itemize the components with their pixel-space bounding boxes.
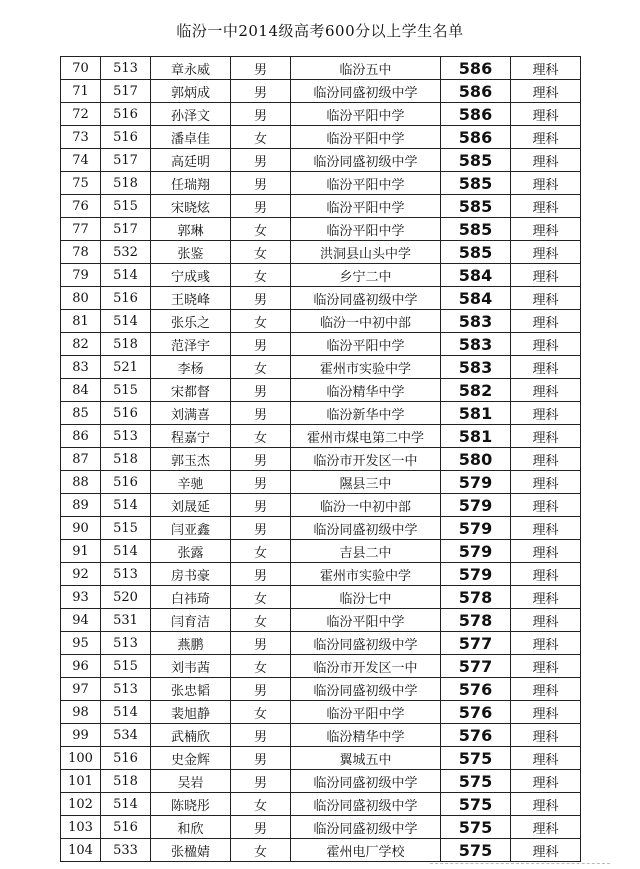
school-cell: 临汾平阳中学: [291, 701, 441, 724]
school-cell: 临汾五中: [291, 57, 441, 80]
subject-track-cell: 理科: [511, 448, 581, 471]
row-number-cell: 80: [61, 287, 101, 310]
table-row: [61, 747, 581, 770]
gender-cell: 男: [231, 678, 291, 701]
score-cell: 575: [441, 816, 511, 839]
student-name-cell: 武楠欣: [151, 724, 231, 747]
student-name-cell: 陈晓彤: [151, 793, 231, 816]
table-row: [61, 149, 581, 172]
table-row: [61, 264, 581, 287]
subject-track-cell: 理科: [511, 563, 581, 586]
student-name-cell: 史金辉: [151, 747, 231, 770]
school-cell: 霍州电厂学校: [291, 839, 441, 862]
score-cell: 575: [441, 747, 511, 770]
class-number-cell: 516: [101, 126, 151, 149]
row-number-cell: 76: [61, 195, 101, 218]
student-name-cell: 章永威: [151, 57, 231, 80]
row-number-cell: 99: [61, 724, 101, 747]
subject-track-cell: 理科: [511, 264, 581, 287]
subject-track-cell: 理科: [511, 103, 581, 126]
score-cell: 575: [441, 793, 511, 816]
subject-track-cell: 理科: [511, 172, 581, 195]
school-cell: 临汾同盛初级中学: [291, 816, 441, 839]
table-row: [61, 218, 581, 241]
score-cell: 575: [441, 770, 511, 793]
row-number-cell: 77: [61, 218, 101, 241]
student-name-cell: 程嘉宁: [151, 425, 231, 448]
score-cell: 576: [441, 678, 511, 701]
student-name-cell: 范泽宇: [151, 333, 231, 356]
school-cell: 临汾一中初中部: [291, 310, 441, 333]
class-number-cell: 514: [101, 264, 151, 287]
gender-cell: 男: [231, 517, 291, 540]
school-cell: 临汾平阳中学: [291, 333, 441, 356]
row-number-cell: 73: [61, 126, 101, 149]
gender-cell: 男: [231, 379, 291, 402]
row-number-cell: 90: [61, 517, 101, 540]
school-cell: 临汾平阳中学: [291, 218, 441, 241]
table-row: [61, 425, 581, 448]
class-number-cell: 514: [101, 494, 151, 517]
class-number-cell: 517: [101, 80, 151, 103]
student-name-cell: 吴岩: [151, 770, 231, 793]
gender-cell: 女: [231, 218, 291, 241]
class-number-cell: 516: [101, 471, 151, 494]
student-name-cell: 张鉴: [151, 241, 231, 264]
subject-track-cell: 理科: [511, 793, 581, 816]
subject-track-cell: 理科: [511, 379, 581, 402]
subject-track-cell: 理科: [511, 770, 581, 793]
row-number-cell: 91: [61, 540, 101, 563]
subject-track-cell: 理科: [511, 356, 581, 379]
gender-cell: 男: [231, 103, 291, 126]
subject-track-cell: 理科: [511, 287, 581, 310]
student-name-cell: 闫育洁: [151, 609, 231, 632]
table-row: [61, 195, 581, 218]
score-cell: 577: [441, 632, 511, 655]
class-number-cell: 516: [101, 402, 151, 425]
subject-track-cell: 理科: [511, 195, 581, 218]
class-number-cell: 517: [101, 218, 151, 241]
row-number-cell: 81: [61, 310, 101, 333]
row-number-cell: 70: [61, 57, 101, 80]
subject-track-cell: 理科: [511, 816, 581, 839]
class-number-cell: 513: [101, 678, 151, 701]
class-number-cell: 515: [101, 517, 151, 540]
gender-cell: 男: [231, 563, 291, 586]
table-row: [61, 678, 581, 701]
table-row: [61, 724, 581, 747]
score-cell: 586: [441, 103, 511, 126]
score-cell: 583: [441, 333, 511, 356]
school-cell: 临汾新华中学: [291, 402, 441, 425]
school-cell: 临汾同盛初级中学: [291, 770, 441, 793]
gender-cell: 女: [231, 793, 291, 816]
school-cell: 霍州市实验中学: [291, 356, 441, 379]
gender-cell: 女: [231, 264, 291, 287]
gender-cell: 男: [231, 57, 291, 80]
gender-cell: 女: [231, 356, 291, 379]
student-name-cell: 孙泽文: [151, 103, 231, 126]
table-row: [61, 563, 581, 586]
school-cell: 临汾七中: [291, 586, 441, 609]
score-cell: 584: [441, 264, 511, 287]
row-number-cell: 88: [61, 471, 101, 494]
student-name-cell: 辛驰: [151, 471, 231, 494]
subject-track-cell: 理科: [511, 540, 581, 563]
student-name-cell: 闫亚鑫: [151, 517, 231, 540]
class-number-cell: 532: [101, 241, 151, 264]
class-number-cell: 516: [101, 747, 151, 770]
row-number-cell: 89: [61, 494, 101, 517]
row-number-cell: 103: [61, 816, 101, 839]
class-number-cell: 517: [101, 149, 151, 172]
school-cell: 临汾同盛初级中学: [291, 793, 441, 816]
gender-cell: 男: [231, 632, 291, 655]
score-cell: 586: [441, 126, 511, 149]
school-cell: 隰县三中: [291, 471, 441, 494]
table-row: [61, 655, 581, 678]
table-row: [61, 540, 581, 563]
subject-track-cell: 理科: [511, 80, 581, 103]
table-row: [61, 57, 581, 80]
school-cell: 临汾平阳中学: [291, 103, 441, 126]
table-row: [61, 333, 581, 356]
gender-cell: 女: [231, 310, 291, 333]
class-number-cell: 513: [101, 57, 151, 80]
school-cell: 临汾精华中学: [291, 379, 441, 402]
subject-track-cell: 理科: [511, 678, 581, 701]
student-name-cell: 任瑞翔: [151, 172, 231, 195]
score-cell: 579: [441, 563, 511, 586]
row-number-cell: 102: [61, 793, 101, 816]
gender-cell: 男: [231, 172, 291, 195]
student-name-cell: 郭炳成: [151, 80, 231, 103]
score-cell: 584: [441, 287, 511, 310]
row-number-cell: 78: [61, 241, 101, 264]
gender-cell: 男: [231, 287, 291, 310]
roster-body: [61, 57, 581, 862]
gender-cell: 女: [231, 540, 291, 563]
subject-track-cell: 理科: [511, 241, 581, 264]
score-cell: 579: [441, 517, 511, 540]
table-row: [61, 701, 581, 724]
gender-cell: 男: [231, 195, 291, 218]
subject-track-cell: 理科: [511, 724, 581, 747]
gender-cell: 男: [231, 448, 291, 471]
row-number-cell: 82: [61, 333, 101, 356]
subject-track-cell: 理科: [511, 517, 581, 540]
student-name-cell: 燕鹏: [151, 632, 231, 655]
row-number-cell: 92: [61, 563, 101, 586]
school-cell: 乡宁二中: [291, 264, 441, 287]
table-row: [61, 402, 581, 425]
student-name-cell: 郭琳: [151, 218, 231, 241]
school-cell: 临汾同盛初级中学: [291, 632, 441, 655]
table-row: [61, 609, 581, 632]
table-row: [61, 448, 581, 471]
school-cell: 临汾同盛初级中学: [291, 80, 441, 103]
class-number-cell: 514: [101, 540, 151, 563]
scan-artifact: [430, 863, 610, 867]
score-cell: 585: [441, 241, 511, 264]
class-number-cell: 516: [101, 816, 151, 839]
table-row: [61, 241, 581, 264]
score-cell: 585: [441, 218, 511, 241]
subject-track-cell: 理科: [511, 333, 581, 356]
score-cell: 585: [441, 149, 511, 172]
score-cell: 577: [441, 655, 511, 678]
gender-cell: 女: [231, 425, 291, 448]
student-name-cell: 张乐之: [151, 310, 231, 333]
class-number-cell: 515: [101, 195, 151, 218]
school-cell: 霍州市实验中学: [291, 563, 441, 586]
class-number-cell: 515: [101, 655, 151, 678]
table-row: [61, 816, 581, 839]
school-cell: 翼城五中: [291, 747, 441, 770]
score-cell: 579: [441, 471, 511, 494]
gender-cell: 男: [231, 494, 291, 517]
gender-cell: 男: [231, 747, 291, 770]
table-row: [61, 471, 581, 494]
subject-track-cell: 理科: [511, 126, 581, 149]
gender-cell: 女: [231, 241, 291, 264]
score-cell: 586: [441, 57, 511, 80]
table-row: [61, 494, 581, 517]
student-name-cell: 宋晓炫: [151, 195, 231, 218]
class-number-cell: 534: [101, 724, 151, 747]
table-row: [61, 632, 581, 655]
student-name-cell: 刘满喜: [151, 402, 231, 425]
score-cell: 581: [441, 402, 511, 425]
school-cell: 霍州市煤电第二中学: [291, 425, 441, 448]
school-cell: 临汾同盛初级中学: [291, 678, 441, 701]
school-cell: 临汾市开发区一中: [291, 448, 441, 471]
student-name-cell: 王晓峰: [151, 287, 231, 310]
student-name-cell: 潘卓佳: [151, 126, 231, 149]
class-number-cell: 513: [101, 632, 151, 655]
table-row: [61, 80, 581, 103]
row-number-cell: 87: [61, 448, 101, 471]
class-number-cell: 516: [101, 103, 151, 126]
class-number-cell: 533: [101, 839, 151, 862]
score-cell: 586: [441, 80, 511, 103]
row-number-cell: 97: [61, 678, 101, 701]
class-number-cell: 514: [101, 701, 151, 724]
table-row: [61, 517, 581, 540]
subject-track-cell: 理科: [511, 402, 581, 425]
row-number-cell: 104: [61, 839, 101, 862]
roster-table: [60, 56, 581, 862]
table-row: [61, 172, 581, 195]
gender-cell: 男: [231, 770, 291, 793]
row-number-cell: 85: [61, 402, 101, 425]
student-name-cell: 高廷明: [151, 149, 231, 172]
gender-cell: 男: [231, 402, 291, 425]
student-name-cell: 刘韦茜: [151, 655, 231, 678]
score-cell: 583: [441, 310, 511, 333]
class-number-cell: 514: [101, 793, 151, 816]
row-number-cell: 72: [61, 103, 101, 126]
subject-track-cell: 理科: [511, 632, 581, 655]
student-name-cell: 和欣: [151, 816, 231, 839]
gender-cell: 男: [231, 471, 291, 494]
row-number-cell: 86: [61, 425, 101, 448]
subject-track-cell: 理科: [511, 609, 581, 632]
score-cell: 583: [441, 356, 511, 379]
table-row: [61, 793, 581, 816]
table-row: [61, 310, 581, 333]
subject-track-cell: 理科: [511, 655, 581, 678]
gender-cell: 男: [231, 816, 291, 839]
gender-cell: 男: [231, 149, 291, 172]
class-number-cell: 520: [101, 586, 151, 609]
gender-cell: 女: [231, 701, 291, 724]
class-number-cell: 515: [101, 379, 151, 402]
row-number-cell: 84: [61, 379, 101, 402]
score-cell: 579: [441, 540, 511, 563]
table-row: [61, 839, 581, 862]
school-cell: 临汾市开发区一中: [291, 655, 441, 678]
subject-track-cell: 理科: [511, 494, 581, 517]
class-number-cell: 521: [101, 356, 151, 379]
class-number-cell: 518: [101, 172, 151, 195]
student-name-cell: 宋都督: [151, 379, 231, 402]
class-number-cell: 514: [101, 310, 151, 333]
score-cell: 578: [441, 586, 511, 609]
gender-cell: 男: [231, 80, 291, 103]
subject-track-cell: 理科: [511, 471, 581, 494]
score-cell: 585: [441, 195, 511, 218]
subject-track-cell: 理科: [511, 218, 581, 241]
table-row: [61, 586, 581, 609]
score-cell: 585: [441, 172, 511, 195]
gender-cell: 男: [231, 724, 291, 747]
school-cell: 临汾平阳中学: [291, 195, 441, 218]
school-cell: 临汾同盛初级中学: [291, 149, 441, 172]
class-number-cell: 513: [101, 425, 151, 448]
class-number-cell: 518: [101, 770, 151, 793]
gender-cell: 女: [231, 126, 291, 149]
subject-track-cell: 理科: [511, 425, 581, 448]
gender-cell: 女: [231, 609, 291, 632]
subject-track-cell: 理科: [511, 57, 581, 80]
student-name-cell: 裴旭静: [151, 701, 231, 724]
student-name-cell: 白祎琦: [151, 586, 231, 609]
class-number-cell: 516: [101, 287, 151, 310]
school-cell: 临汾一中初中部: [291, 494, 441, 517]
class-number-cell: 518: [101, 448, 151, 471]
class-number-cell: 518: [101, 333, 151, 356]
row-number-cell: 98: [61, 701, 101, 724]
school-cell: 临汾平阳中学: [291, 172, 441, 195]
table-row: [61, 126, 581, 149]
subject-track-cell: 理科: [511, 149, 581, 172]
score-cell: 579: [441, 494, 511, 517]
row-number-cell: 71: [61, 80, 101, 103]
student-name-cell: 李杨: [151, 356, 231, 379]
row-number-cell: 96: [61, 655, 101, 678]
school-cell: 临汾平阳中学: [291, 126, 441, 149]
score-cell: 575: [441, 839, 511, 862]
student-name-cell: 郭玉杰: [151, 448, 231, 471]
class-number-cell: 513: [101, 563, 151, 586]
table-row: [61, 356, 581, 379]
student-name-cell: 张露: [151, 540, 231, 563]
school-cell: 临汾平阳中学: [291, 609, 441, 632]
gender-cell: 女: [231, 586, 291, 609]
gender-cell: 男: [231, 333, 291, 356]
subject-track-cell: 理科: [511, 701, 581, 724]
gender-cell: 女: [231, 839, 291, 862]
class-number-cell: 531: [101, 609, 151, 632]
row-number-cell: 100: [61, 747, 101, 770]
score-cell: 580: [441, 448, 511, 471]
subject-track-cell: 理科: [511, 310, 581, 333]
student-name-cell: 刘晟延: [151, 494, 231, 517]
score-cell: 581: [441, 425, 511, 448]
student-name-cell: 宁成彧: [151, 264, 231, 287]
row-number-cell: 93: [61, 586, 101, 609]
score-cell: 582: [441, 379, 511, 402]
table-row: [61, 770, 581, 793]
school-cell: 临汾同盛初级中学: [291, 517, 441, 540]
school-cell: 临汾同盛初级中学: [291, 287, 441, 310]
school-cell: 临汾精华中学: [291, 724, 441, 747]
row-number-cell: 75: [61, 172, 101, 195]
row-number-cell: 94: [61, 609, 101, 632]
row-number-cell: 95: [61, 632, 101, 655]
row-number-cell: 79: [61, 264, 101, 287]
subject-track-cell: 理科: [511, 747, 581, 770]
table-row: [61, 103, 581, 126]
student-name-cell: 张楹婧: [151, 839, 231, 862]
gender-cell: 女: [231, 655, 291, 678]
row-number-cell: 74: [61, 149, 101, 172]
table-row: [61, 379, 581, 402]
score-cell: 576: [441, 701, 511, 724]
document-title: 临汾一中2014级高考600分以上学生名单: [176, 22, 464, 40]
table-row: [61, 287, 581, 310]
subject-track-cell: 理科: [511, 586, 581, 609]
subject-track-cell: 理科: [511, 839, 581, 862]
student-name-cell: 张忠韬: [151, 678, 231, 701]
score-cell: 576: [441, 724, 511, 747]
school-cell: 洪洞县山头中学: [291, 241, 441, 264]
row-number-cell: 83: [61, 356, 101, 379]
school-cell: 吉县二中: [291, 540, 441, 563]
score-cell: 578: [441, 609, 511, 632]
student-name-cell: 房书豪: [151, 563, 231, 586]
row-number-cell: 101: [61, 770, 101, 793]
